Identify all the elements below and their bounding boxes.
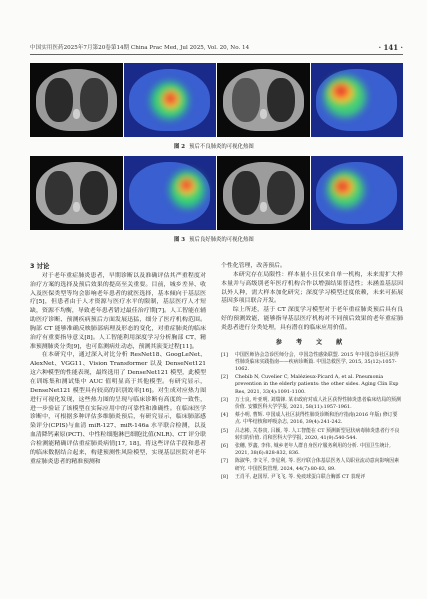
left-column [30, 262, 206, 466]
reference-list [221, 352, 403, 481]
ct-scan-image [217, 156, 310, 230]
ct-scan-image [30, 63, 123, 137]
reference-item [221, 352, 403, 374]
page-number: · 141 · [378, 43, 403, 52]
heatmap-image [311, 156, 404, 230]
body-paragraph: 对于老年重症肺炎患者，早期诊断以及准确评估其严重程度对治疗方案的选择及预后效果的提高至关重要。目前，城乡差异、收入及医保类型等均会影响老年患者的就医选择，基本倾向于基层医疗[5]，但患者由于人才资源与医疗水平的限制，基层医疗人才短缺，资源不均衡，导致老年患者错过最佳治疗期[7]。人工智能在辅助医疗诊断、预测疾病预后方面发展迅猛，细分了医疗机构范围。胸部 CT 能够准确反映肺部病理及形态的变化，对重症肺炎的临床治疗有重要指导意义[8]。人工智能利用深度学习分析胸部 CT，精准预测肺炎分类[9]，也可监测病灶动态，预测其演变过程[11]。 [30, 272, 206, 350]
reference-number: [6] [221, 443, 228, 450]
body-paragraph: 在本研究中，通过深入对比分析 ResNet18、GoogLeNet、AlexNet、VGG11、Vision Transformer 以及 DenseNet121 这六种模型的性能表现，最终选用了 DenseNet121 模型，此模型在训练集和测试集中 AUC 值明显高于其他模型。有研究显示，DenseNet121 模型具有较高的识别效率[16]。对生成对应热力图进行可视化发现，这些热力图的呈现与临床诊断有高度的一致性，进一步验证了该模型在实际应用中的可靠性和准确性。在临床医学诊断中，可根据多种评估多维肺炎预后，有研究显示，临床肺部感染评分(CPIS)与血清 miR-127、miR-146a 水平联合检测，以及血清降钙素原(PCT)、中性粒细胞淋巴细胞比值(NLR)、CT 评分联合检测能精确评估重症肺炎病情[17, 18]，将这些评估手段和患者的临床数据结合起来，构建预测性风险模型，实现基层医院对老年重症肺炎患者的精准预测和 [30, 352, 206, 465]
reference-text: 万士良, 叶亚明, 刘瑞锋. 某市政府对成人社区获得性肺炎患者临床结局的预测价值. 安徽医科大学学报, 2021, 58(11):1957-1961. [235, 396, 401, 411]
heatmap-image [124, 63, 217, 137]
reference-number: [8] [221, 473, 228, 480]
reference-text: 张穗, 罗鑫, 李伟, 城乡老年人群自身医疗服务利用的分析. 中国卫生统计, 2021, 38(6):828-832, 836. [235, 443, 391, 457]
right-column [221, 262, 403, 482]
running-header [30, 42, 403, 55]
reference-number: [3] [221, 396, 228, 403]
figure-2-images [30, 63, 403, 137]
reference-number: [4] [221, 412, 228, 419]
ct-scan-image [217, 63, 310, 137]
section-heading: 3 讨论 [30, 262, 50, 270]
reference-item [221, 412, 403, 426]
reference-text: 中国医师协会急诊医师分会，中国急性感染联盟. 2015 年中国急诊社区获得性肺炎临床实践指南——疾病诊断篇. 中国急救医学, 2015, 35(12):1057-1062. [235, 351, 399, 372]
reference-number: [1] [221, 351, 228, 358]
figure-3-images [30, 156, 403, 230]
reference-item [221, 397, 403, 411]
heatmap-image [311, 63, 404, 137]
body-paragraph: 个性化管理，改善预后。 [221, 263, 286, 269]
body-paragraph: 综上所述，基于 CT 深度学习模型对于老年重症肺炎预后具有良好的预测效能，能够指导基层医疗机构对不同预后效果的老年重症肺炎患者进行分类处理，具有潜在的临床应用价值。 [221, 307, 403, 331]
journal-info: 中国实用医药2025年7月第20卷第14期 China Prac Med, Jul 2025, Vol. 20, No. 14 [30, 45, 250, 51]
figure-3-caption: 图 3 预后良好肺炎的可视化热图 [174, 237, 254, 243]
reference-item [221, 374, 403, 396]
references-heading: 参 考 文 献 [275, 338, 349, 346]
heatmap-image [124, 156, 217, 230]
reference-number: [7] [221, 458, 228, 465]
reference-text: 王肖平, 赵国厚, 尹飞飞, 等. 免疫球蛋白联合胸部 CT 表现评 [235, 473, 366, 480]
reference-item [221, 458, 403, 472]
reference-item [221, 428, 403, 442]
reference-text: Chebib N, Cuvelier C, Malézieux-Picard A, et al. Pneumonia prevention in the elderly patients: the other sides. Aging Clin Exp Res, 2021, 33(4):1091-1100. [235, 374, 399, 395]
body-paragraph: 本研究存在局限性：样本量小且仅来自单一机构，未来需扩大样本量并与高级别老年医疗机构合作以增强结果普适性；未涵盖基层因以外人种，需大样本加化研究；深度学习模型过度依赖，未来可拓展基因多项目联合开发。 [221, 271, 403, 305]
reference-text: 陈淑华, 李文平, 李星利, 等. 医疗联合体基层医务人员职业流动意向影响因素研究. 中国医院管理, 2024, 44(7):80-83, 89. [235, 458, 400, 472]
figure-2-caption: 图 2 预后不良肺炎的可视化热图 [174, 144, 254, 150]
reference-item [221, 474, 403, 481]
reference-text: 蔡小明, 曹辉. 中国成人社区获得性肺炎诊断和治疗指南(2016 年版) 修订要点. 中华结核和呼吸杂志, 2016, 39(4):241-242. [235, 412, 398, 426]
ct-scan-image [30, 156, 123, 230]
reference-number: [5] [221, 427, 228, 434]
reference-text: 吕志彬, 关春寅, 吕颖, 等. 人工智能在 CT 预测新型冠状病毒肺炎患者行不良转归的价值. 肖和医科大学学报, 2020, 41(9):540-544. [235, 427, 400, 441]
reference-item [221, 443, 403, 457]
reference-number: [2] [221, 374, 228, 381]
